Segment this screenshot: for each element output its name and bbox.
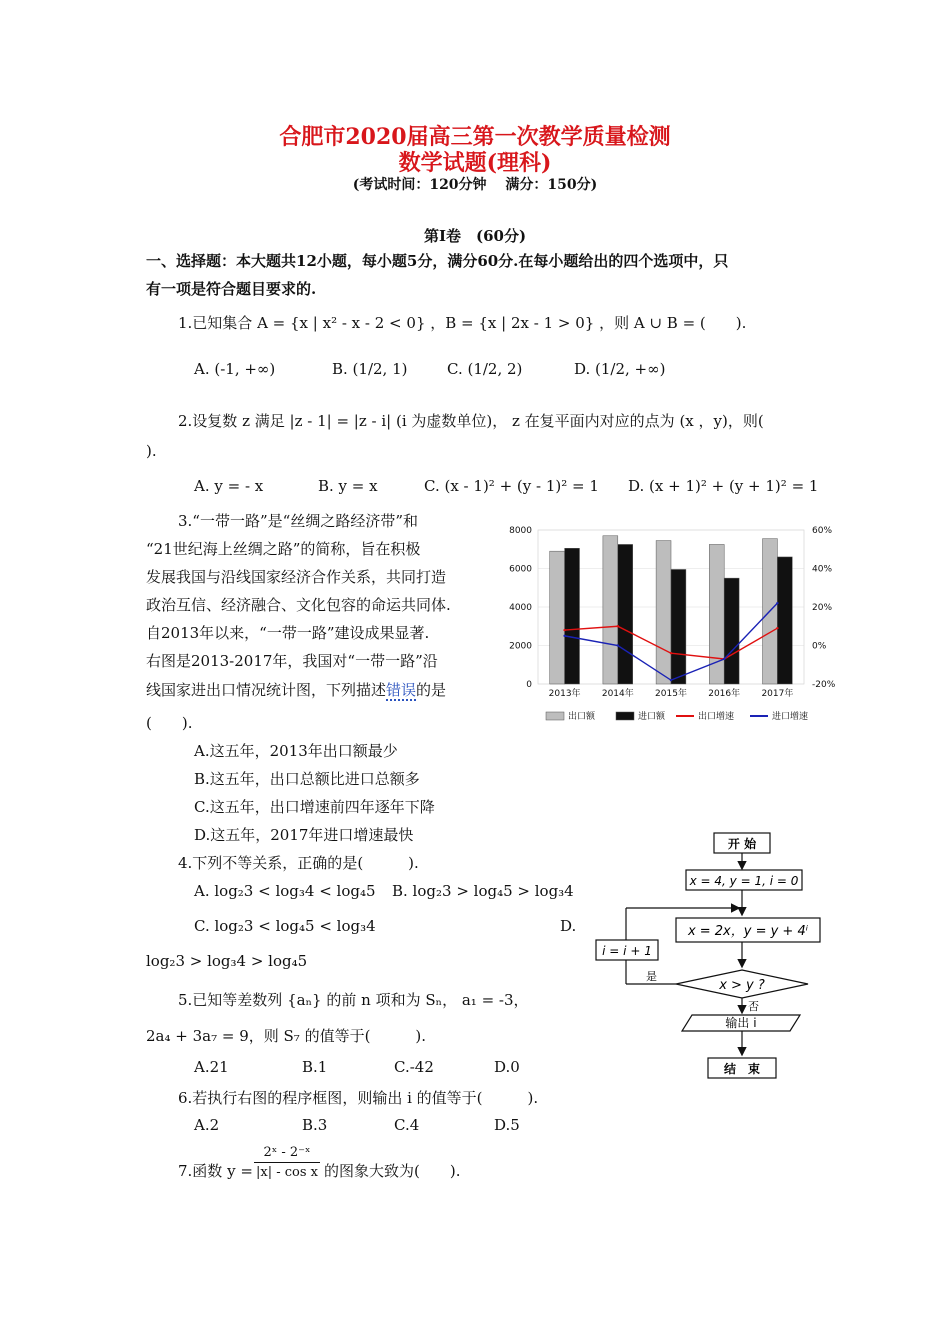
q1-option-c: C. (1/2, 2) [447, 360, 523, 378]
q7-fraction [254, 1145, 320, 1180]
q2-text-line2: ). [146, 442, 157, 460]
q7-denominator: |x| - cos x [256, 1165, 318, 1180]
exam-subtitle: 数学试题(理科) [398, 150, 552, 176]
flow-step-text: x = 2x，y = y + 4ⁱ [687, 924, 809, 939]
section-intro-line1: 一、选择题：本大题共12小题，每小题5分，满分60分.在每小题给出的四个选项中，只 [146, 252, 729, 270]
q3-line6: 右图是2013-2017年，我国对“一带一路”沿 [146, 652, 438, 670]
q1-option-b: B. (1/2, 1) [332, 360, 408, 378]
q3-option-a: A.这五年，2013年出口额最少 [194, 742, 398, 760]
chart-point [563, 635, 565, 637]
q6-option-c: C.4 [394, 1116, 420, 1134]
chart-legend-label: 进口额 [638, 712, 666, 722]
q5-option-b: B.1 [302, 1058, 328, 1076]
chart-x-tick-label: 2015年 [655, 689, 687, 699]
q1-option-a: A. (-1, +∞) [194, 360, 276, 378]
chart-bar-export [603, 536, 618, 684]
chart-legend-label: 出口增速 [698, 712, 735, 722]
chart-bar-import [671, 569, 686, 684]
flowchart-svg [590, 830, 830, 1085]
q3-paren: ( ). [146, 714, 193, 732]
q5-option-c: C.-42 [394, 1058, 434, 1076]
chart-right-tick-label: 0% [812, 641, 827, 652]
chart-x-tick-label: 2017年 [761, 689, 794, 699]
q2-option-c: C. (x - 1)² + (y - 1)² = 1 [424, 477, 599, 495]
q1-option-d: D. (1/2, +∞) [574, 360, 666, 378]
chart-bar-export [656, 541, 671, 684]
q5-text-line2: 2a₄ + 3a₇ = 9，则 S₇ 的值等于( ). [146, 1027, 427, 1045]
chart-right-tick-label: 20% [812, 603, 833, 613]
q6-text: 6.若执行右图的程序框图，则输出 i 的值等于( ). [178, 1089, 539, 1107]
flow-increment-text: i = i + 1 [602, 944, 652, 958]
exam-title: 合肥市2020届高三第一次教学质量检测 [279, 124, 671, 150]
q5-option-a: A.21 [194, 1058, 229, 1076]
q3-emphasis-word: 错误 [386, 681, 417, 699]
chart-legend-label: 进口增速 [772, 712, 809, 722]
flow-output-text: 输出 i [725, 1016, 757, 1030]
q4-option-b: B. log₂3 > log₄5 > log₃4 [392, 882, 574, 900]
section-intro-line2: 有一项是符合题目要求的. [146, 280, 317, 298]
chart-bar-import [724, 578, 739, 684]
chart-right-tick-label: 40% [812, 564, 833, 575]
chart-point [617, 625, 619, 627]
chart-point [723, 658, 725, 660]
q4-option-c: C. log₂3 < log₄5 < log₃4 [194, 917, 376, 935]
trade-chart-svg [498, 516, 846, 734]
chart-legend-label: 出口额 [568, 712, 596, 722]
chart-x-tick-label: 2016年 [708, 689, 741, 699]
chart-point [776, 627, 778, 629]
q3-option-b: B.这五年，出口总额比进口总额多 [194, 770, 420, 788]
q6-option-d: D.5 [494, 1116, 520, 1134]
q2-text-line1: 2.设复数 z 满足 |z - 1| = |z - i| (i 为虚数单位)， z 在复平面内对应的点为 (x ，y)，则( [178, 412, 764, 430]
chart-point [776, 602, 778, 604]
q2-option-b: B. y = x [318, 477, 378, 495]
exam-meta: (考试时间：120分钟 满分：150分) [352, 177, 598, 193]
chart-point [563, 629, 565, 631]
q3-line5: 自2013年以来，“一带一路”建设成果显著. [146, 624, 430, 642]
chart-legend-swatch [616, 712, 634, 720]
chart-bar-export [550, 551, 565, 684]
flow-init-text: x = 4, y = 1, i = 0 [689, 874, 799, 888]
section-heading: 第Ⅰ卷 (60分) [423, 227, 527, 245]
flow-yes-label: 是 [646, 970, 657, 983]
q3-line2: “21世纪海上丝绸之路”的简称，旨在积极 [146, 540, 421, 558]
q3-line7-pre: 线国家进出口情况统计图，下列描述 [146, 681, 387, 699]
q4-option-d: log₂3 > log₃4 > log₄5 [146, 952, 308, 970]
q7-prefix: 7.函数 y = [178, 1162, 253, 1180]
q3-option-d: D.这五年，2017年进口增速最快 [194, 826, 414, 844]
q3-line3: 发展我国与沿线国家经济合作关系，共同打造 [146, 568, 447, 586]
chart-bar-import [565, 548, 580, 684]
q3-line7-post: 的是 [416, 681, 447, 699]
q5-option-d: D.0 [494, 1058, 520, 1076]
chart-legend-swatch [546, 712, 564, 720]
flow-condition-text: x > y ? [719, 978, 765, 993]
flow-no-label: 否 [748, 1000, 759, 1013]
q2-option-a: A. y = - x [194, 477, 264, 495]
q6-option-a: A.2 [194, 1116, 220, 1134]
trade-chart [498, 516, 846, 734]
chart-x-tick-label: 2013年 [548, 689, 581, 699]
q7-numerator: 2ˣ - 2⁻ˣ [254, 1145, 320, 1163]
chart-left-tick-label: 2000 [509, 641, 532, 652]
chart-left-tick-label: 4000 [509, 603, 532, 613]
q3-line7 [146, 679, 446, 700]
chart-right-tick-label: 60% [812, 526, 833, 536]
chart-left-tick-label: 8000 [509, 526, 532, 536]
chart-bar-import [618, 544, 633, 684]
q3-line1: 3.“一带一路”是“丝绸之路经济带”和 [178, 512, 418, 530]
q4-option-d-label: D. [560, 917, 577, 935]
q3-line4: 政治互信、经济融合、文化包容的命运共同体. [146, 596, 451, 614]
program-flowchart [590, 830, 830, 1085]
q5-text-line1: 5.已知等差数列 {aₙ} 的前 n 项和为 Sₙ， a₁ = -3， [178, 991, 529, 1009]
chart-right-tick-label: -20% [812, 680, 836, 690]
q7-suffix: 的图象大致为( ). [324, 1162, 461, 1180]
q4-option-a: A. log₂3 < log₃4 < log₄5 [194, 882, 376, 900]
chart-bar-import [777, 557, 792, 684]
chart-point [670, 679, 672, 681]
chart-left-tick-label: 0 [526, 680, 532, 690]
q2-option-d: D. (x + 1)² + (y + 1)² = 1 [628, 477, 819, 495]
q4-text: 4.下列不等关系，正确的是( ). [178, 854, 419, 872]
q3-option-c: C.这五年，出口增速前四年逐年下降 [194, 798, 435, 816]
q1-text: 1.已知集合 A = {x | x² - x - 2 < 0} ，B = {x | 2x - 1 > 0} ，则 A ∪ B = ( ). [178, 314, 747, 332]
flow-start-text: 开 始 [727, 837, 757, 851]
flow-end-text: 结 束 [723, 1062, 761, 1076]
chart-x-tick-label: 2014年 [601, 689, 634, 699]
chart-point [617, 644, 619, 646]
chart-left-tick-label: 6000 [509, 564, 532, 575]
chart-point [670, 652, 672, 654]
q6-option-b: B.3 [302, 1116, 328, 1134]
chart-bar-export [709, 544, 724, 684]
